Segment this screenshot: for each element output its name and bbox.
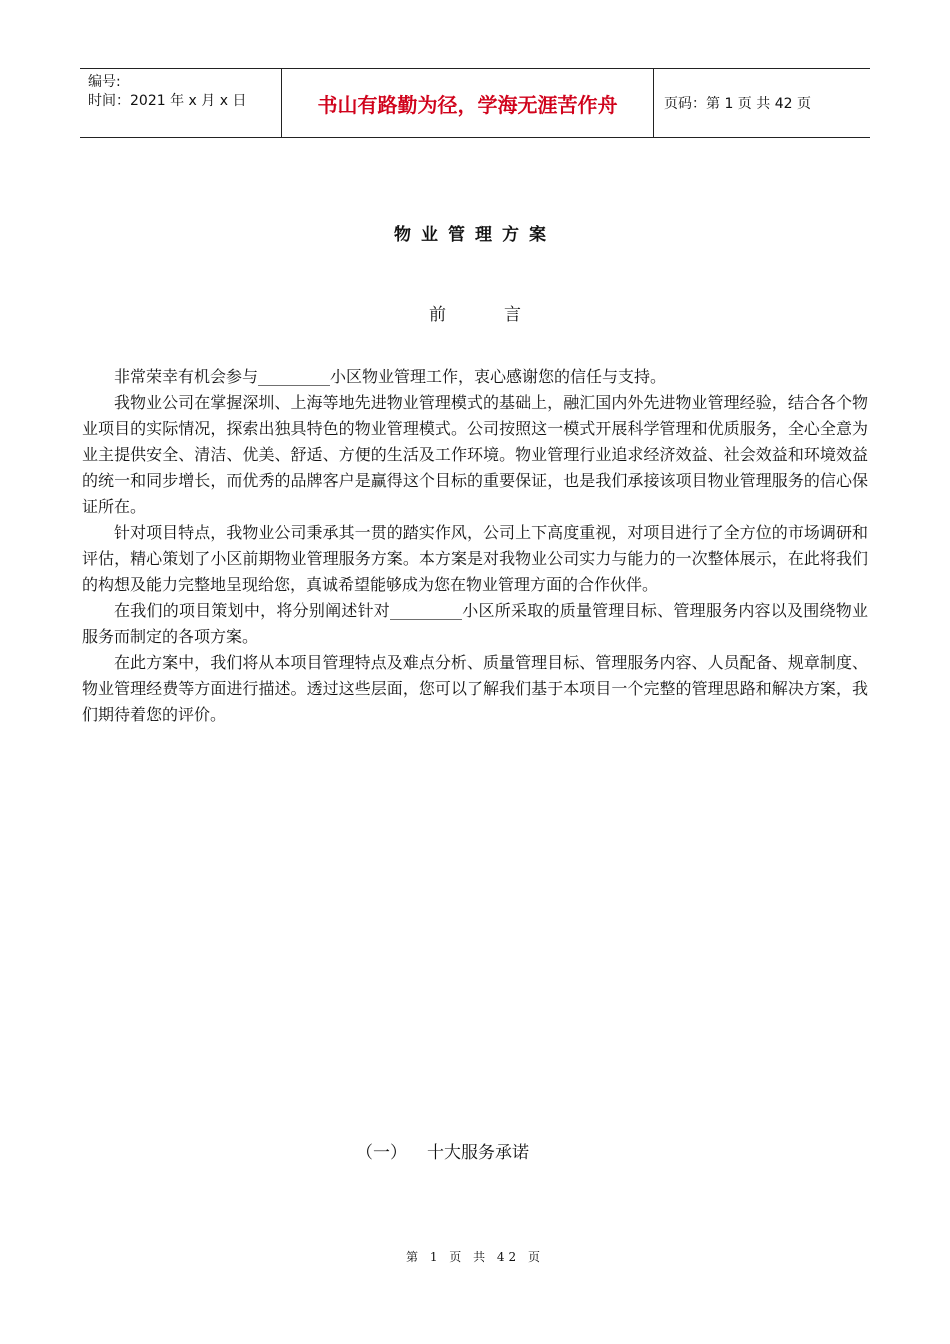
body-paragraph: 在此方案中，我们将从本项目管理特点及难点分析、质量管理目标、管理服务内容、人员配备、规章制度、物业管理经费等方面进行描述。透过这些层面，您可以了解我们基于本项目一个完整的管理思路和解决方案，我们期待着您的评价。 xyxy=(82,653,868,724)
body-paragraph: 非常荣幸有机会参与_________小区物业管理工作，衷心感谢您的信任与支持。 xyxy=(114,367,667,386)
document-body xyxy=(82,364,868,728)
header-meta xyxy=(80,69,282,137)
document-header xyxy=(80,68,870,138)
date-label: 时间：2021 年 x 月 x 日 xyxy=(88,93,247,109)
body-paragraph: 在我们的项目策划中，将分别阐述针对_________小区所采取的质量管理目标、管理服务内容以及围绕物业服务而制定的各项方案。 xyxy=(82,601,868,646)
body-paragraph: 针对项目特点，我物业公司秉承其一贯的踏实作风，公司上下高度重视，对项目进行了全方位的市场调研和评估，精心策划了小区前期物业管理服务方案。本方案是对我物业公司实力与能力的一次整体展示，在此将我们的构想及能力完整地呈现给您，真诚希望能够成为您在物业管理方面的合作伙伴。 xyxy=(82,523,868,594)
document-title: 物业管理方案 xyxy=(394,225,556,245)
serial-number-label: 编号: xyxy=(88,74,121,90)
section-number: （一） xyxy=(356,1143,407,1163)
body-paragraph: 我物业公司在掌握深圳、上海等地先进物业管理模式的基础上，融汇国内外先进物业管理经验，结合各个物业项目的实际情况，探索出独具特色的物业管理模式。公司按照这一模式开展科学管理和优质服务，全心全意为业主提供安全、清洁、优美、舒适、方便的生活及工作环境。物业管理行业追求经济效益、社会效益和环境效益的统一和同步增长，而优秀的品牌客户是赢得这个目标的重要保证，也是我们承接该项目物业管理服务的信心保证所在。 xyxy=(82,393,868,516)
header-motto: 书山有路勤为径，学海无涯苦作舟 xyxy=(282,69,654,137)
page-footer: 第 1 页 共 42 页 xyxy=(406,1250,544,1264)
section-heading xyxy=(356,1138,529,1163)
header-page-info: 页码：第 1 页 共 42 页 xyxy=(664,96,811,112)
preface-heading: 前言 xyxy=(429,305,579,325)
section-title: 十大服务承诺 xyxy=(427,1143,529,1163)
